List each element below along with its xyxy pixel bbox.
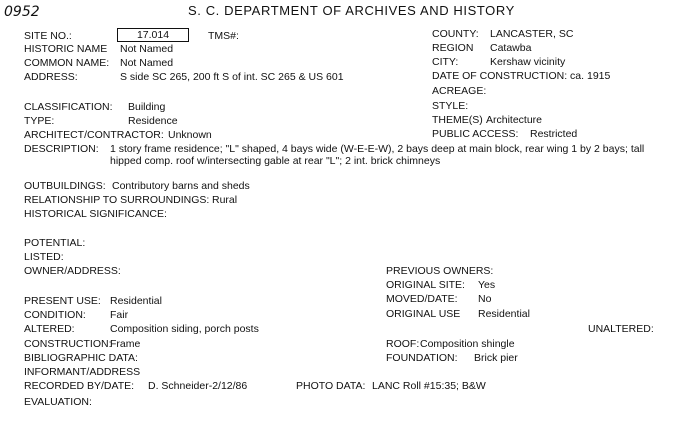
county-label: COUNTY: [432, 28, 479, 40]
theme-label: THEME(S) [432, 114, 483, 126]
original-use-label: ORIGINAL USE [386, 308, 461, 320]
outbuildings-value: Contributory barns and sheds [112, 180, 250, 192]
type-value: Residence [128, 115, 178, 127]
construction-label: CONSTRUCTION: [24, 338, 112, 350]
region-label: REGION [432, 42, 474, 54]
classification-value: Building [128, 101, 166, 113]
architect-value: Unknown [168, 129, 212, 141]
moved-value: No [478, 293, 492, 305]
recorded-label: RECORDED BY/DATE: [24, 380, 135, 392]
significance-label: HISTORICAL SIGNIFICANCE: [24, 208, 167, 220]
page-title: S. C. DEPARTMENT OF ARCHIVES AND HISTORY [188, 3, 515, 18]
construction-value: Frame [110, 338, 141, 350]
original-site-value: Yes [478, 279, 496, 291]
unaltered-label: UNALTERED: [588, 323, 654, 335]
site-no-label: SITE NO.: [24, 30, 72, 42]
date-of-construction: DATE OF CONSTRUCTION: ca. 1915 [432, 70, 611, 82]
style-label: STYLE: [432, 100, 469, 112]
relationship-value: Rural [212, 194, 238, 206]
present-use-label: PRESENT USE: [24, 295, 101, 307]
photo-data-value: LANC Roll #15:35; B&W [372, 380, 486, 392]
listed-label: LISTED: [24, 251, 64, 263]
altered-value: Composition siding, porch posts [110, 323, 259, 335]
city-value: Kershaw vicinity [490, 56, 566, 68]
condition-label: CONDITION: [24, 309, 86, 321]
previous-owners-label: PREVIOUS OWNERS: [386, 265, 494, 277]
county-value: LANCASTER, SC [490, 28, 574, 40]
present-use-value: Residential [110, 295, 162, 307]
site-no-value: 17.014 [117, 28, 189, 42]
foundation-label: FOUNDATION: [386, 352, 458, 364]
acreage-label: ACREAGE: [432, 85, 487, 97]
historic-name-value: Not Named [120, 43, 174, 55]
roof-value: Composition shingle [420, 338, 515, 350]
architect-label: ARCHITECT/CONTRACTOR: [24, 129, 164, 141]
evaluation-label: EVALUATION: [24, 396, 92, 408]
handwritten-number: 0952 [4, 4, 40, 20]
roof-label: ROOF: [386, 338, 420, 350]
informant-label: INFORMANT/ADDRESS [24, 366, 141, 378]
condition-value: Fair [110, 309, 129, 321]
public-access-label: PUBLIC ACCESS: [432, 128, 519, 140]
description-value: 1 story frame residence; "L" shaped, 4 bays wide (W-E-E-W), 2 bays deep at main block, rear wing 1 by 2 bays; tall hipped comp. roof w/intersecting gable at rear "L"; 2 int. brick chimneys [110, 143, 645, 167]
bibliographic-label: BIBLIOGRAPHIC DATA: [24, 352, 138, 364]
classification-label: CLASSIFICATION: [24, 101, 113, 113]
outbuildings-label: OUTBUILDINGS: [24, 180, 106, 192]
photo-data-label: PHOTO DATA: [296, 380, 366, 392]
public-access-value: Restricted [530, 128, 578, 140]
potential-label: POTENTIAL: [24, 237, 86, 249]
original-use-value: Residential [478, 308, 530, 320]
region-value: Catawba [490, 42, 532, 54]
theme-value: Architecture [486, 114, 543, 126]
original-site-label: ORIGINAL SITE: [386, 279, 465, 291]
altered-label: ALTERED: [24, 323, 75, 335]
address-label: ADDRESS: [24, 71, 78, 83]
city-label: CITY: [432, 56, 459, 68]
moved-label: MOVED/DATE: [386, 293, 458, 305]
recorded-value: D. Schneider-2/12/86 [148, 380, 248, 392]
common-name-label: COMMON NAME: [24, 57, 110, 69]
owner-label: OWNER/ADDRESS: [24, 265, 121, 277]
relationship-label: RELATIONSHIP TO SURROUNDINGS: [24, 194, 210, 206]
historic-name-label: HISTORIC NAME [24, 43, 108, 55]
description-label: DESCRIPTION: [24, 143, 99, 155]
common-name-value: Not Named [120, 57, 174, 69]
tms-label: TMS#: [208, 30, 239, 42]
foundation-value: Brick pier [474, 352, 518, 364]
address-value: S side SC 265, 200 ft S of int. SC 265 & US 601 [120, 71, 344, 83]
type-label: TYPE: [24, 115, 55, 127]
